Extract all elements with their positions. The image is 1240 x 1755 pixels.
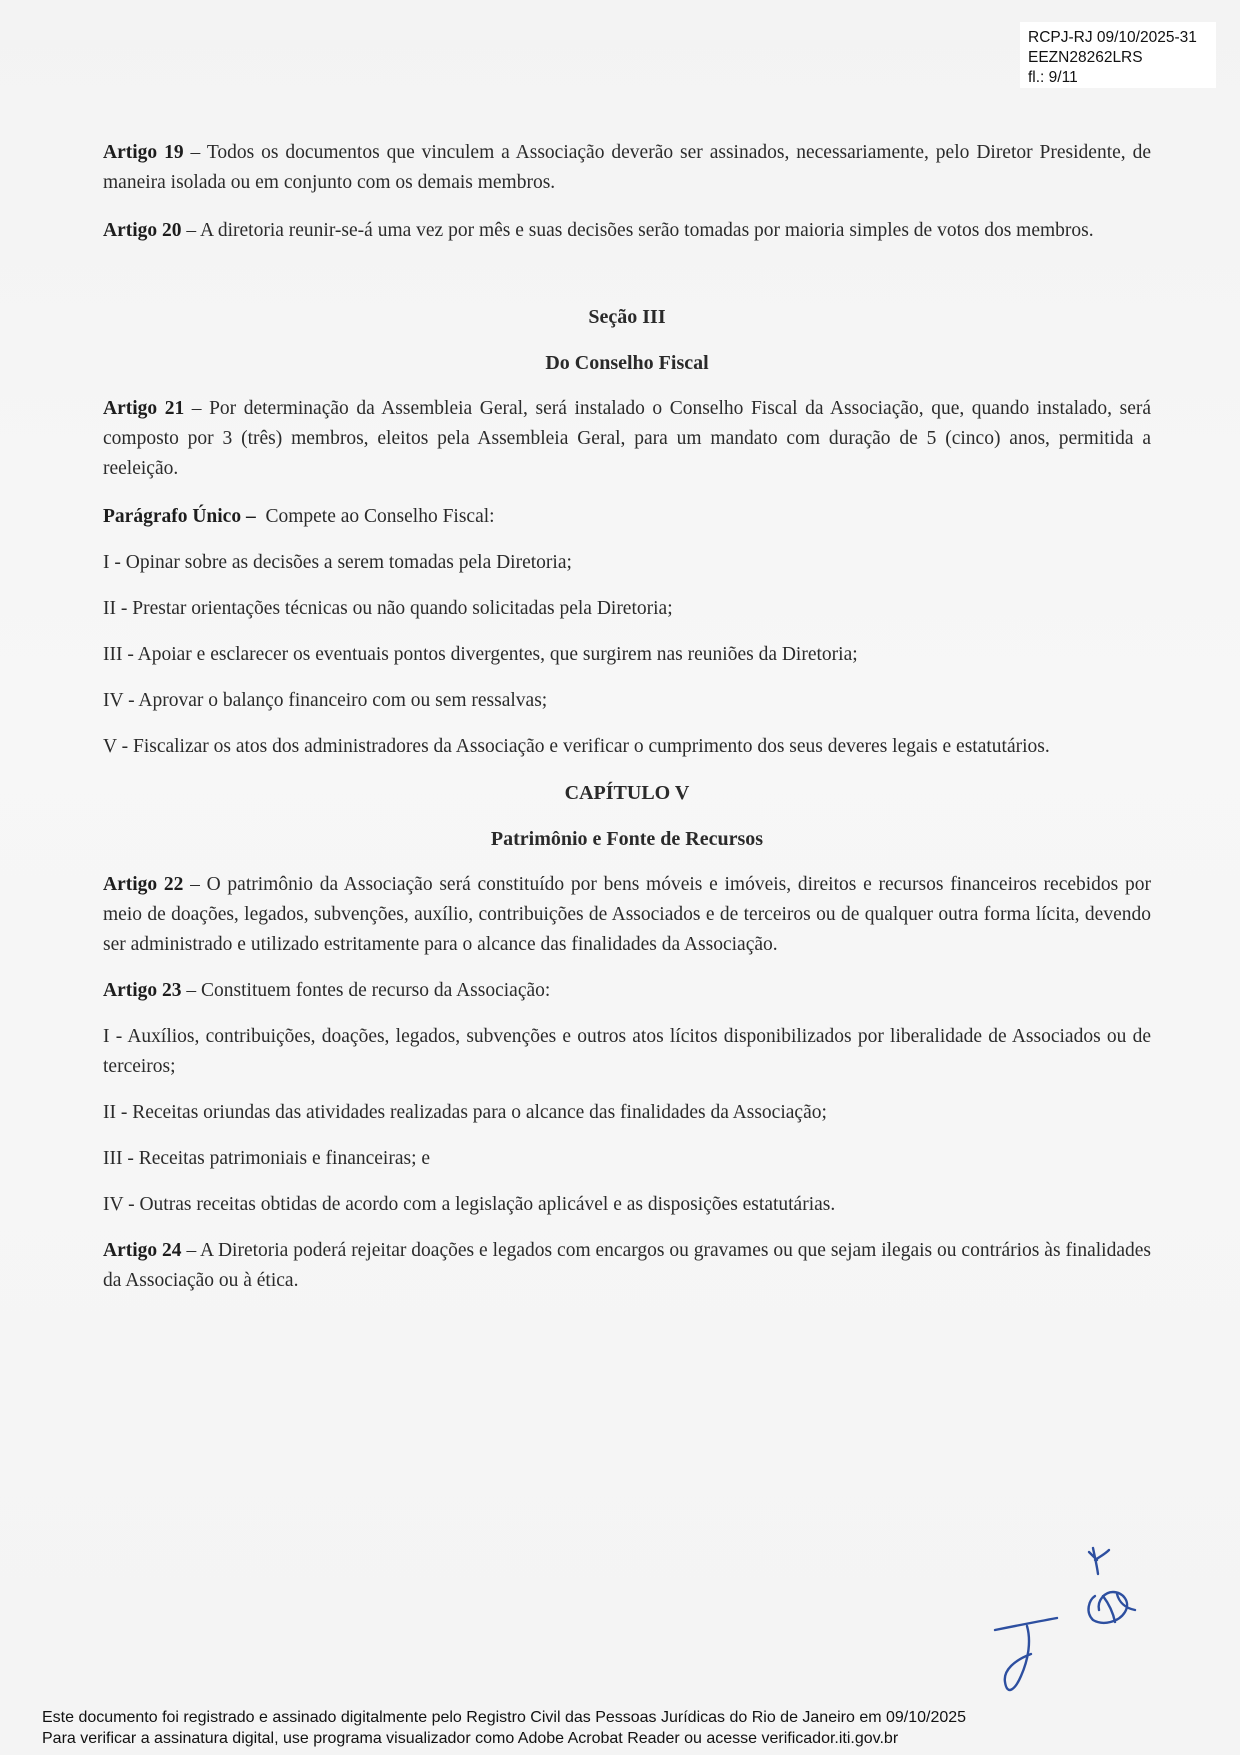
list-item: IV - Outras receitas obtidas de acordo com a legislação aplicável e as disposições estatutárias. xyxy=(103,1194,836,1215)
section-subheading: Do Conselho Fiscal xyxy=(545,352,709,374)
list-item: II - Receitas oriundas das atividades realizadas para o alcance das finalidades da Associação; xyxy=(103,1102,827,1123)
article-23 xyxy=(103,976,1151,1006)
chapter-subheading: Patrimônio e Fonte de Recursos xyxy=(490,828,764,850)
stamp-sheet-number: fl.: 9/11 xyxy=(1028,69,1078,86)
article-22-text: – O patrimônio da Associação será constituído por bens móveis e imóveis, direitos e recursos financeiros recebidos por meio de doações, legados, subvenções, auxílio, contribuições de Associados e de terceiros ou de qualquer outra forma lícita, devendo ser administrado e utilizado estritamente para o alcance das finalidades da Associação. xyxy=(103,874,1151,955)
article-23-text: – Constituem fontes de recurso da Associação: xyxy=(181,980,551,1001)
list-item: I - Auxílios, contribuições, doações, legados, subvenções e outros atos lícitos disponibilizados por liberalidade de Associados ou de terceiros; xyxy=(103,1026,1151,1077)
sole-paragraph-label: Parágrafo Único – xyxy=(103,506,256,527)
article-24-text: – A Diretoria poderá rejeitar doações e legados com encargos ou gravames ou que sejam ilegais ou contrários às finalidades da Associação ou à ética. xyxy=(103,1240,1152,1291)
handwritten-signature-icon xyxy=(985,1530,1175,1700)
article-20-text: – A diretoria reunir-se-á uma vez por mês e suas decisões serão tomadas por maioria simples de votos dos membros. xyxy=(181,220,1094,241)
article-19 xyxy=(103,138,1151,198)
footer-registration-note: Este documento foi registrado e assinado digitalmente pelo Registro Civil das Pessoas Jurídicas do Rio de Janeiro em 09/10/2025 xyxy=(42,1709,967,1726)
article-21-text: – Por determinação da Assembleia Geral, será instalado o Conselho Fiscal da Associação, que, quando instalado, será composto por 3 (três) membros, eleitos pela Assembleia Geral, para um mandato com duração de 5 (cinco) anos, permitida a reeleição. xyxy=(103,398,1151,479)
article-24-label: Artigo 24 xyxy=(103,1240,182,1261)
article-22 xyxy=(103,870,1151,960)
list-item: III - Apoiar e esclarecer os eventuais pontos divergentes, que surgirem nas reuniões da Diretoria; xyxy=(103,644,858,665)
article-19-text: – Todos os documentos que vinculem a Associação deverão ser assinados, necessariamente, pelo Diretor Presidente, de maneira isolada ou em conjunto com os demais membros. xyxy=(103,142,1151,193)
article-20-label: Artigo 20 xyxy=(103,220,182,241)
sole-paragraph-text: Compete ao Conselho Fiscal: xyxy=(255,506,495,527)
sole-paragraph xyxy=(103,502,1151,532)
list-item: II - Prestar orientações técnicas ou não quando solicitadas pela Diretoria; xyxy=(103,598,673,619)
document-body xyxy=(103,138,1151,1296)
section-heading: Seção III xyxy=(588,306,666,328)
digital-signature-footer xyxy=(42,1707,966,1749)
article-20 xyxy=(103,216,1151,246)
footer-verification-note: Para verificar a assinatura digital, use programa visualizador como Adobe Acrobat Reader ou acesse verificador.iti.gov.br xyxy=(42,1730,899,1747)
list-item: IV - Aprovar o balanço financeiro com ou sem ressalvas; xyxy=(103,690,548,711)
article-24 xyxy=(103,1236,1151,1296)
article-21-label: Artigo 21 xyxy=(103,398,185,419)
registry-stamp xyxy=(1020,22,1216,88)
list-item: III - Receitas patrimoniais e financeiras; e xyxy=(103,1148,431,1169)
list-item: I - Opinar sobre as decisões a serem tomadas pela Diretoria; xyxy=(103,552,572,573)
article-23-label: Artigo 23 xyxy=(103,980,182,1001)
stamp-registry-date: RCPJ-RJ 09/10/2025-31 xyxy=(1028,29,1197,46)
article-19-label: Artigo 19 xyxy=(103,142,184,163)
article-22-label: Artigo 22 xyxy=(103,874,184,895)
stamp-protocol-code: EEZN28262LRS xyxy=(1028,49,1143,66)
list-item: V - Fiscalizar os atos dos administradores da Associação e verificar o cumprimento dos seus deveres legais e estatutários. xyxy=(103,736,1050,757)
chapter-heading: CAPÍTULO V xyxy=(564,782,690,804)
article-21 xyxy=(103,394,1151,484)
